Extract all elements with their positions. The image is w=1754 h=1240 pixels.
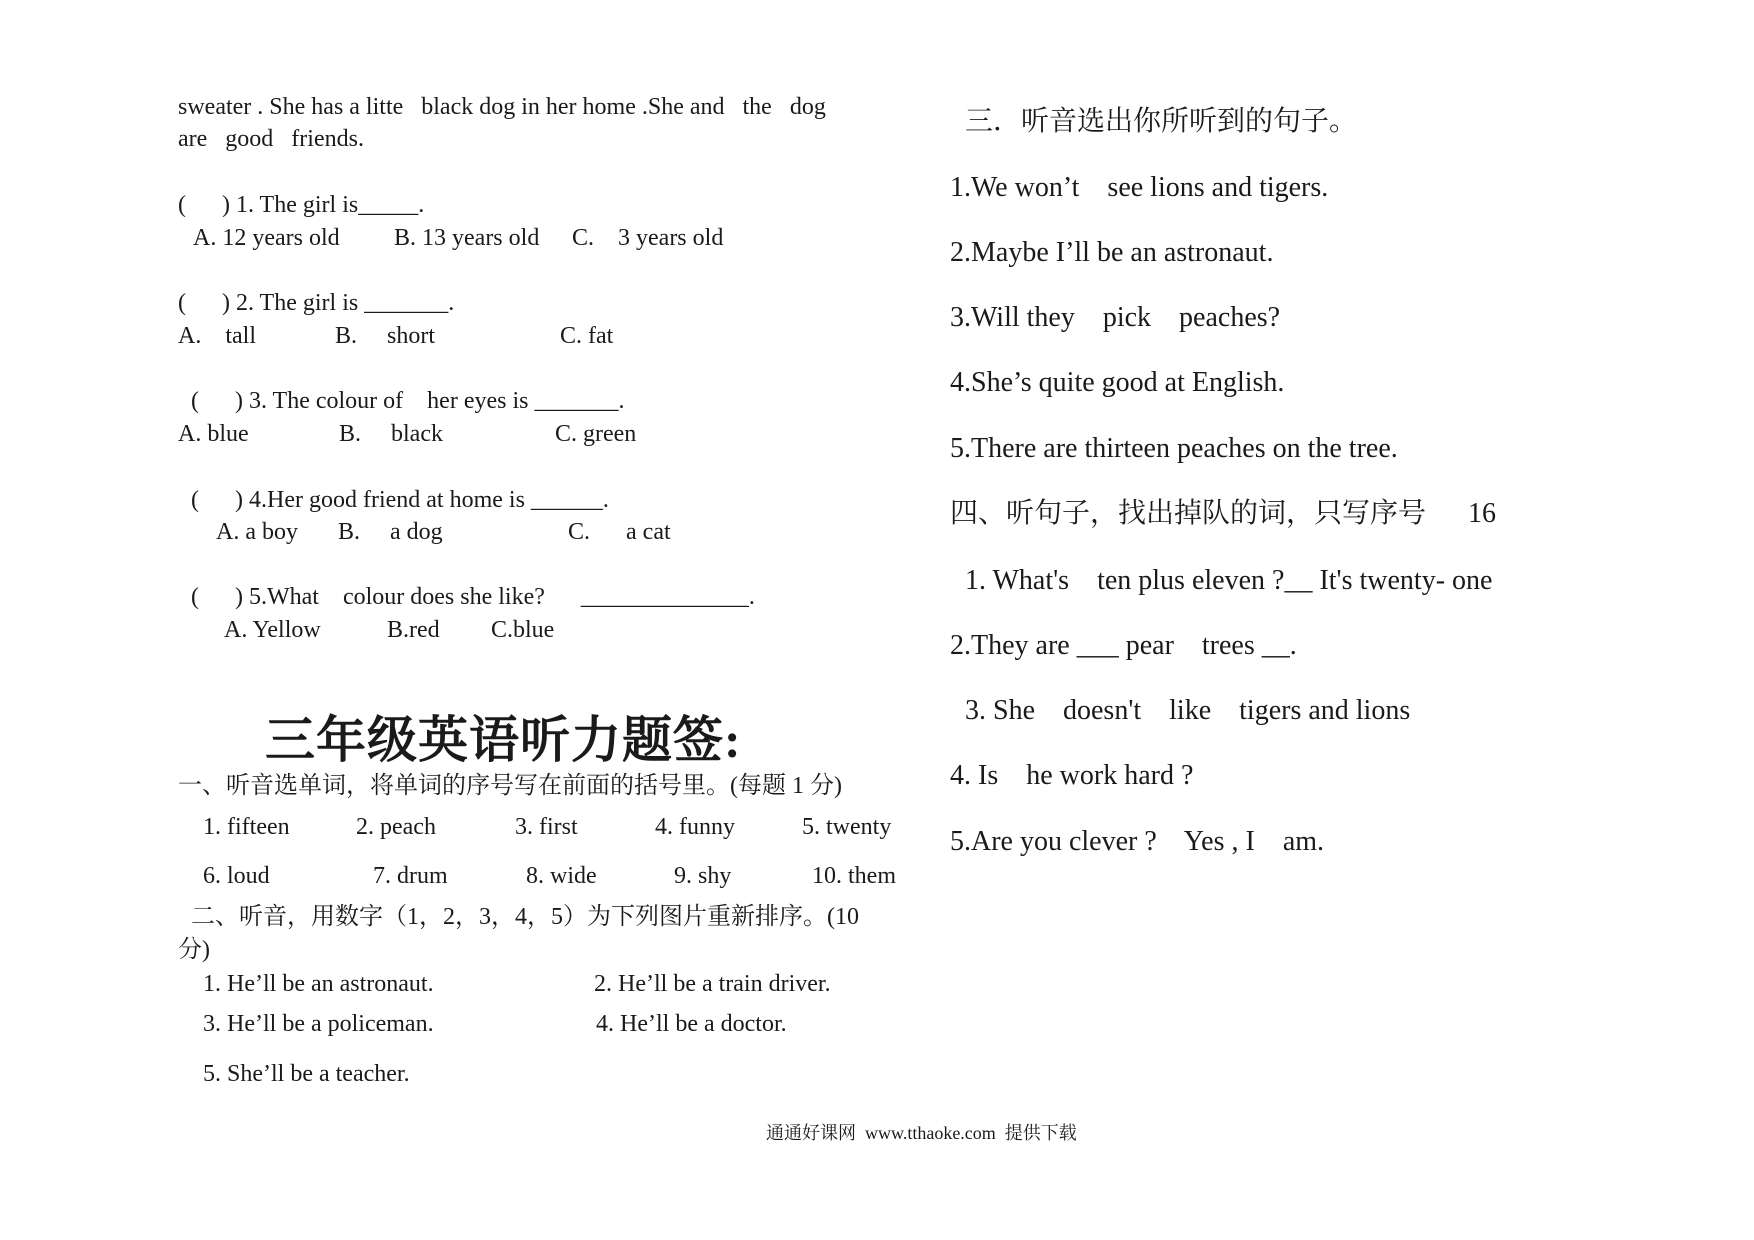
section-2-item-4: 4. He’ll be a doctor. [596,1011,787,1037]
section-2-title-line-1: 二、听音，用数字（1，2，3，4，5）为下列图片重新排序。(10 [191,904,859,930]
section-1-word-8: 8. wide [526,863,597,889]
question-4-option-a: A. a boy [216,519,298,545]
question-1-option-c: C. 3 years old [572,225,724,251]
question-3-option-c: C. green [555,421,637,447]
passage-line-2: are good friends. [178,126,364,152]
section-1-word-6: 6. loud [203,863,270,889]
section-1-word-1: 1. fifteen [203,814,290,840]
section-4-item-4: 4. Is he work hard ? [950,760,1194,791]
section-1-word-3: 3. first [515,814,578,840]
section-2-item-1: 1. He’ll be an astronaut. [203,971,434,997]
section-2-item-3: 3. He’ll be a policeman. [203,1011,434,1037]
section-1-word-7: 7. drum [373,863,448,889]
section-1-word-2: 2. peach [356,814,436,840]
footer-source: 通通好课网 www.tthaoke.com 提供下载 [766,1123,1077,1143]
question-4-option-b: B. a dog [338,519,443,545]
section-4-item-5: 5.Are you clever ? Yes , I am. [950,826,1325,857]
section-3-item-1: 1.We won’t see lions and tigers. [950,172,1329,203]
section-1-word-10: 10. them [812,863,896,889]
question-2-option-c: C. fat [560,323,614,349]
question-2-option-a: A. tall [178,323,256,349]
question-2-stem: ( ) 2. The girl is _______. [178,290,455,316]
section-1-word-4: 4. funny [655,814,735,840]
section-4-title: 四、听句子，找出掉队的词，只写序号 16 [950,498,1497,529]
section-2-item-5: 5. She’ll be a teacher. [203,1061,410,1087]
section-3-item-4: 4.She’s quite good at English. [950,367,1285,398]
question-4-stem: ( ) 4.Her good friend at home is ______. [191,487,609,513]
question-3-stem: ( ) 3. The colour of her eyes is _______. [191,388,625,414]
section-4-item-1: 1. What's ten plus eleven ?__ It's twenty- one [965,565,1493,596]
question-3-option-b: B. black [339,421,443,447]
question-1-stem: ( ) 1. The girl is_____. [178,192,425,218]
question-5-stem: ( ) 5.What colour does she like? ______________. [191,584,755,610]
question-1-option-b: B. 13 years old [394,225,540,251]
section-1-word-9: 9. shy [674,863,732,889]
section-4-item-3: 3. She doesn't like tigers and lions [965,695,1411,726]
section-3-item-2: 2.Maybe I’ll be an astronaut. [950,237,1274,268]
passage-line-1: sweater . She has a litte black dog in her home .She and the dog [178,94,826,120]
section-2-title-line-2: 分) [178,937,210,963]
section-2-item-2: 2. He’ll be a train driver. [594,971,831,997]
question-5-option-a: A. Yellow [224,617,321,643]
question-5-option-b: B.red [387,617,440,643]
section-1-word-5: 5. twenty [802,814,892,840]
question-1-option-a: A. 12 years old [193,225,340,251]
section-3-item-3: 3.Will they pick peaches? [950,302,1281,333]
question-3-option-a: A. blue [178,421,249,447]
section-3-item-5: 5.There are thirteen peaches on the tree. [950,433,1398,464]
section-1-title: 一、听音选单词，将单词的序号写在前面的括号里。(每题 1 分) [178,773,842,799]
section-3-title: 三．听音选出你所听到的句子。 [965,106,1358,137]
page-heading: 三年级英语听力题签: [265,712,742,768]
question-2-option-b: B. short [335,323,436,349]
question-4-option-c: C. a cat [568,519,671,545]
section-4-item-2: 2.They are ___ pear trees __. [950,630,1297,661]
question-5-option-c: C.blue [491,617,555,643]
